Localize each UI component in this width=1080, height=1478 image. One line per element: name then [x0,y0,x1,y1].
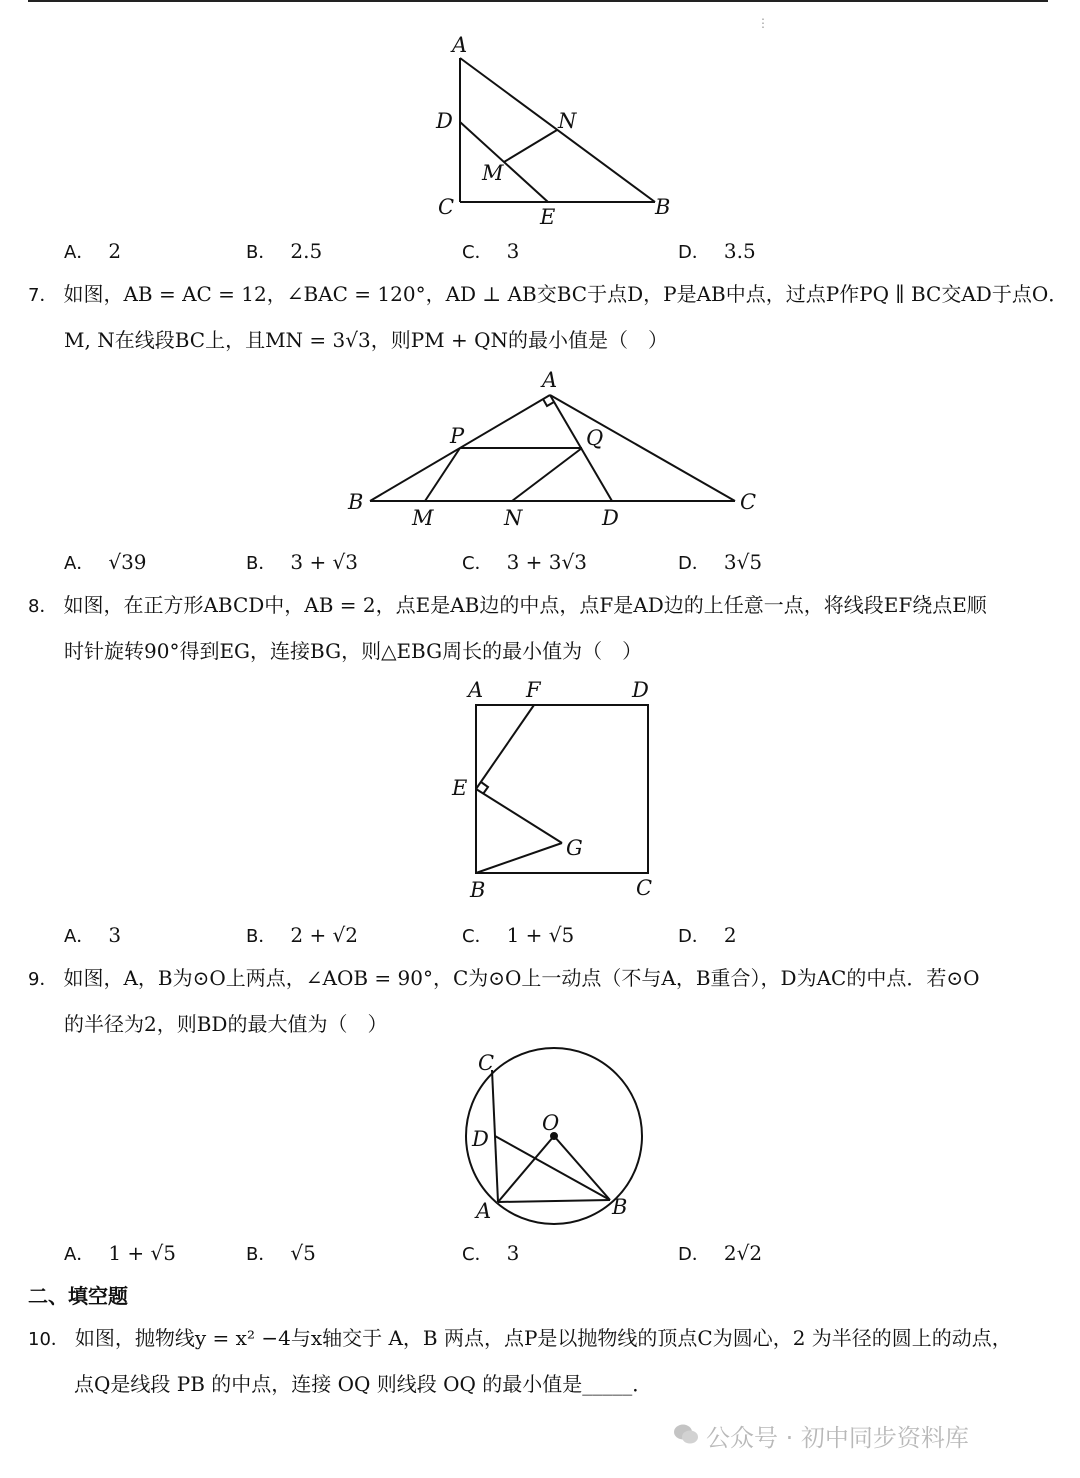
question-10 [28,1316,1012,1396]
q7-option-c[interactable] [462,549,587,575]
label-B: B [612,1195,628,1219]
q8-option-c[interactable] [462,922,574,948]
option-letter: A． [64,242,95,263]
label-B: B [655,195,671,219]
question-text: 如图，A，B为⊙O上两点，∠AOB = 90°，C为⊙O上一动点（不与A，B重合），D为AC的中点．若⊙O [63,966,980,990]
label-B: B [470,878,486,902]
question-number: 9． [28,969,58,990]
figure-q8 [440,675,670,905]
option-letter: A． [64,1244,95,1265]
q6-option-b[interactable] [246,238,322,264]
option-letter: B． [246,926,277,947]
option-letter: D． [678,926,710,947]
figure-q8-svg [440,675,670,905]
question-7 [28,272,1069,352]
segment-OB [554,1136,610,1200]
top-rule [28,0,1048,2]
figure-q7-svg [340,365,770,535]
q9-option-c[interactable] [462,1240,519,1266]
figure-q7 [340,365,770,535]
figure-q9 [440,1040,660,1230]
option-value: 3√5 [723,550,763,574]
question-text: 如图，在正方形ABCD中，AB = 2，点E是AB边的中点，点F是AD边的上任意一点，将线段EF绕点E顺 [63,593,987,617]
option-value: 2√2 [723,1241,763,1265]
label-Q: Q [586,426,604,450]
question-8-line-1 [28,583,987,629]
label-M: M [482,161,504,185]
question-number: 10． [28,1329,69,1350]
option-letter: B． [246,553,277,574]
option-value: 3 + √3 [290,550,359,574]
option-letter: B． [246,242,277,263]
figure-q9-svg [440,1040,660,1230]
question-7-line-2: M, N在线段BC上，且MN = 3√3，则PM + QN的最小值是（ ） [64,328,669,352]
option-letter: D． [678,553,710,574]
question-text: 如图，AB = AC = 12，∠BAC = 120°，AD ⊥ AB交BC于点D，P是AB中点，过点P作PQ ∥ BC交AD于点O． [63,282,1069,306]
question-10-line-2: 点Q是线段 PB 的中点，连接 OQ 则线段 OQ 的最小值是_____． [74,1372,653,1396]
label-N: N [504,506,523,530]
question-9-line-1 [28,956,980,1002]
label-B: B [348,490,364,514]
q7-option-b[interactable] [246,549,358,575]
option-letter: C． [462,553,493,574]
option-value: 3 + 3√3 [506,550,587,574]
question-number: 8． [28,596,58,617]
q8-option-d[interactable] [678,922,737,948]
option-letter: A． [64,926,95,947]
question-8 [28,583,987,663]
segment-AB [498,1200,610,1202]
label-N: N [558,109,577,133]
segment-EG [476,789,562,843]
segment-EF [476,705,534,789]
more-dots-icon: ⋮ [757,16,769,30]
q9-option-b[interactable] [246,1240,316,1266]
label-C: C [636,876,653,900]
segment-BG [476,843,562,873]
q9-option-a[interactable] [64,1240,176,1266]
question-text: 如图，抛物线y = x² −4与x轴交于 A，B 两点，点P是以抛物线的顶点C为圆心，2 为半径的圆上的动点， [74,1326,1012,1350]
q7-option-d[interactable] [678,549,762,575]
question-9 [28,956,980,1036]
q8-option-a[interactable] [64,922,121,948]
option-value: √5 [290,1241,316,1265]
q8-option-b[interactable] [246,922,358,948]
option-letter: B． [246,1244,277,1265]
label-D: D [472,1127,489,1151]
label-C: C [740,490,757,514]
question-number: 7． [28,285,58,306]
option-value: 3.5 [723,239,756,263]
q6-option-c[interactable] [462,238,519,264]
segment-PM [425,448,460,501]
question-10-line-1 [28,1316,1012,1362]
segment-DB [495,1136,610,1200]
figure-q6-svg [420,30,690,230]
question-7-line-1 [28,272,1068,318]
label-C: C [478,1051,495,1075]
label-A: A [468,678,484,702]
wechat-icon [672,1420,700,1448]
option-value: √39 [108,550,147,574]
label-A: A [476,1199,492,1223]
option-value: 2 [108,239,122,263]
label-G: G [566,836,583,860]
option-value: 2.5 [290,239,323,263]
question-9-line-2: 的半径为2，则BD的最大值为（ ） [64,1012,388,1036]
segment-MN [504,130,557,162]
option-value: 3 [108,923,122,947]
option-letter: C． [462,1244,493,1265]
label-A: A [452,33,468,57]
q6-option-a[interactable] [64,238,121,264]
option-letter: D． [678,1244,710,1265]
label-A: A [542,368,558,392]
option-letter: A． [64,553,95,574]
option-value: 3 [506,239,520,263]
option-value: 3 [506,1241,520,1265]
question-8-line-2: 时针旋转90°得到EG，连接BG，则△EBG周长的最小值为（ ） [64,639,643,663]
label-M: M [412,506,434,530]
label-E: E [452,776,468,800]
option-value: 2 [723,923,737,947]
watermark-text: 公众号 · 初中同步资料库 [706,1424,969,1452]
q9-option-d[interactable] [678,1240,762,1266]
section-heading: 二、填空题 [28,1284,128,1308]
label-P: P [450,424,465,448]
q6-option-d[interactable] [678,238,756,264]
label-C: C [438,195,455,219]
q7-option-a[interactable] [64,549,147,575]
label-D: D [602,506,619,530]
label-O: O [542,1111,560,1135]
figure-q6 [420,30,690,230]
segment-QN [512,448,582,501]
label-D: D [436,109,453,133]
option-value: 1 + √5 [506,923,575,947]
option-value: 1 + √5 [108,1241,176,1265]
square-ABCD [476,705,648,873]
option-value: 2 + √2 [290,923,359,947]
label-D: D [632,678,649,702]
option-letter: C． [462,926,493,947]
option-letter: C． [462,242,493,263]
label-F: F [526,678,541,702]
option-letter: D． [678,242,710,263]
segment-AO [498,1136,554,1202]
label-E: E [540,205,556,229]
